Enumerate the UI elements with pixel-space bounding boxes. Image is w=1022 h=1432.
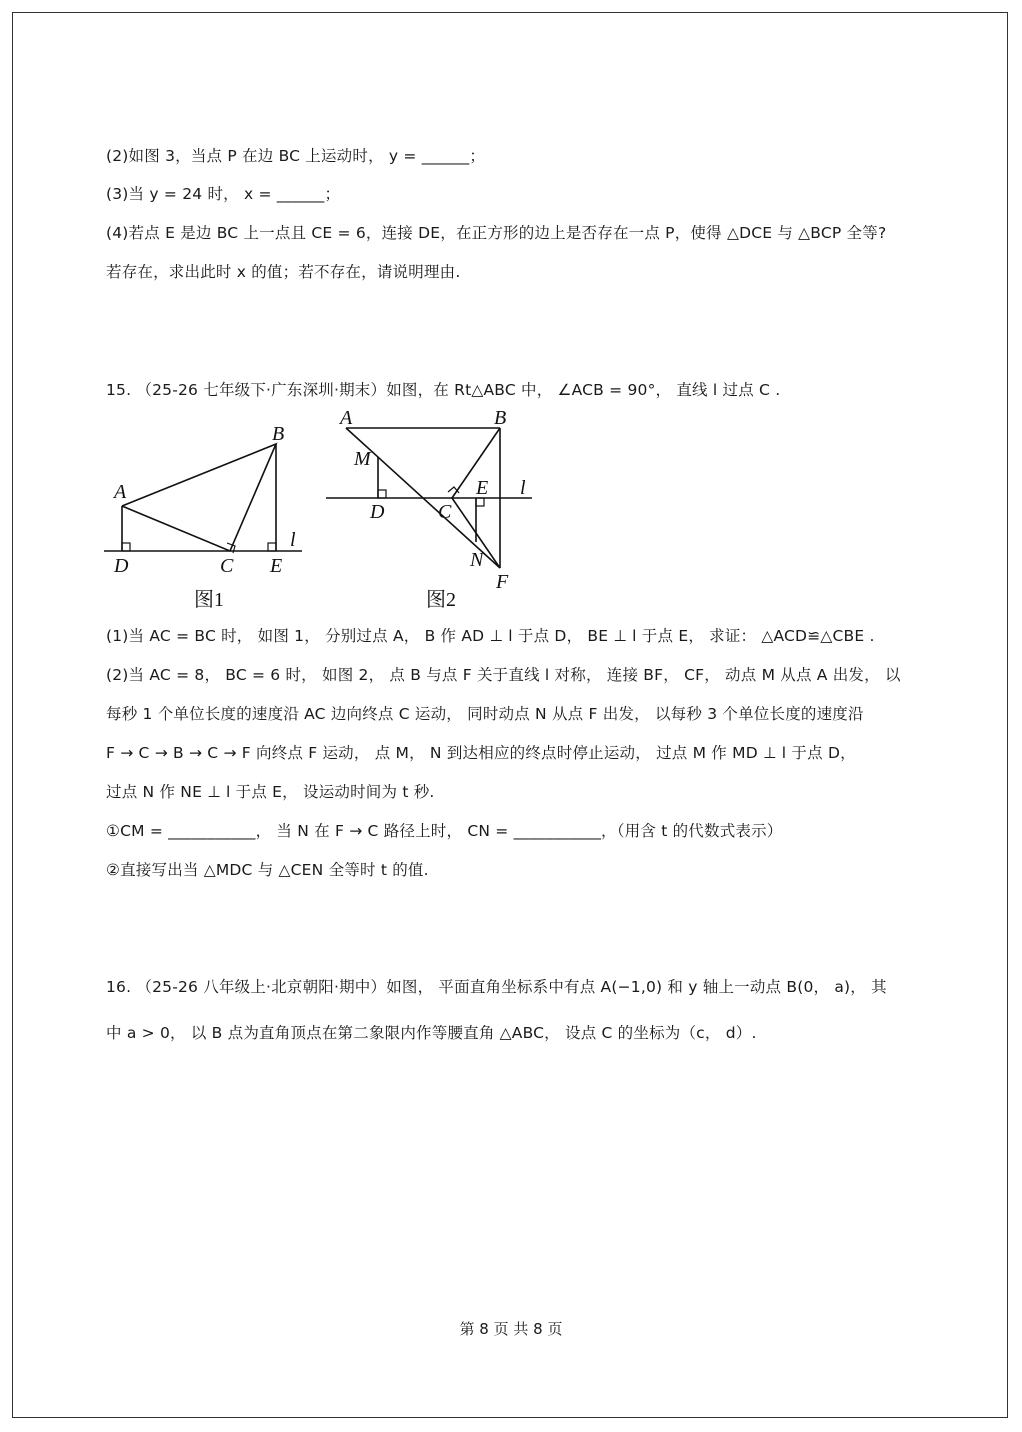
fig1-label-b: B xyxy=(272,423,285,445)
fig2-label-c: C xyxy=(438,501,452,523)
fig2-label-m: M xyxy=(354,448,371,470)
fig2-label-n: N xyxy=(470,549,484,571)
q14-part3: (3)当 y = 24 时， x = ______； xyxy=(106,185,341,203)
q15-part2-line2: 每秒 1 个单位长度的速度沿 AC 边向终点 C 运动， 同时动点 N 从点 F 出发， 以每秒 3 个单位长度的速度沿 xyxy=(106,705,864,723)
fig2-label-e: E xyxy=(476,477,489,499)
fig1-label-d: D xyxy=(114,555,129,577)
q16-stem-cont: 中 a > 0， 以 B 点为直角顶点在第二象限内作等腰直角 △ABC， 设点 C 的坐标为（c， d）. xyxy=(106,1024,757,1042)
fig1-label-c: C xyxy=(220,555,234,577)
q15-part2-line1: (2)当 AC = 8， BC = 6 时， 如图 2， 点 B 与点 F 关于直线 l 对称， 连接 BF， CF， 动点 M 从点 A 出发， 以 xyxy=(106,666,901,684)
q15-stem: 15. （25-26 七年级下·广东深圳·期末）如图，在 Rt△ABC 中， ∠ACB = 90°， 直线 l 过点 C . xyxy=(106,381,781,399)
fig2-label-a: A xyxy=(340,407,353,429)
fig2-label-f: F xyxy=(496,571,509,593)
q15-part2-line3: F → C → B → C → F 向终点 F 运动， 点 M， N 到达相应的终点时停止运动， 过点 M 作 MD ⊥ l 于点 D， xyxy=(106,744,856,762)
q15-subq2: ②直接写出当 △MDC 与 △CEN 全等时 t 的值. xyxy=(106,861,429,879)
fig1-label-a: A xyxy=(114,481,127,503)
fig2-label-d: D xyxy=(370,501,385,523)
q15-part2-line4: 过点 N 作 NE ⊥ l 于点 E， 设运动时间为 t 秒. xyxy=(106,783,435,801)
q15-subq1: ①CM = ___________， 当 N 在 F → C 路径上时， CN = ___________，（用含 t 的代数式表示） xyxy=(106,822,783,840)
fig1-caption: 图1 xyxy=(194,589,224,611)
fig2-label-b: B xyxy=(494,407,507,429)
q16-stem: 16. （25-26 八年级上·北京朝阳·期中）如图， 平面直角坐标系中有点 A(−1,0) 和 y 轴上一动点 B(0， a)， 其 xyxy=(106,978,887,996)
fig2-caption: 图2 xyxy=(426,589,456,611)
q15-figure-2 xyxy=(320,402,550,614)
q14-part4: (4)若点 E 是边 BC 上一点且 CE = 6，连接 DE，在正方形的边上是否存在一点 P，使得 △DCE 与 △BCP 全等? xyxy=(106,224,887,242)
q15-figure-1 xyxy=(100,412,310,612)
q15-part1: (1)当 AC = BC 时， 如图 1， 分别过点 A， B 作 AD ⊥ l 于点 D， BE ⊥ l 于点 E， 求证： △ACD≌△CBE . xyxy=(106,627,875,645)
q14-part4-cont: 若存在，求出此时 x 的值；若不存在，请说明理由. xyxy=(106,263,461,281)
q14-part2: (2)如图 3，当点 P 在边 BC 上运动时， y = ______； xyxy=(106,147,486,165)
fig2-label-l: l xyxy=(520,477,526,499)
fig1-label-e: E xyxy=(270,555,283,577)
page-footer: 第 8 页 共 8 页 xyxy=(459,1320,563,1338)
fig1-label-l: l xyxy=(290,529,296,551)
